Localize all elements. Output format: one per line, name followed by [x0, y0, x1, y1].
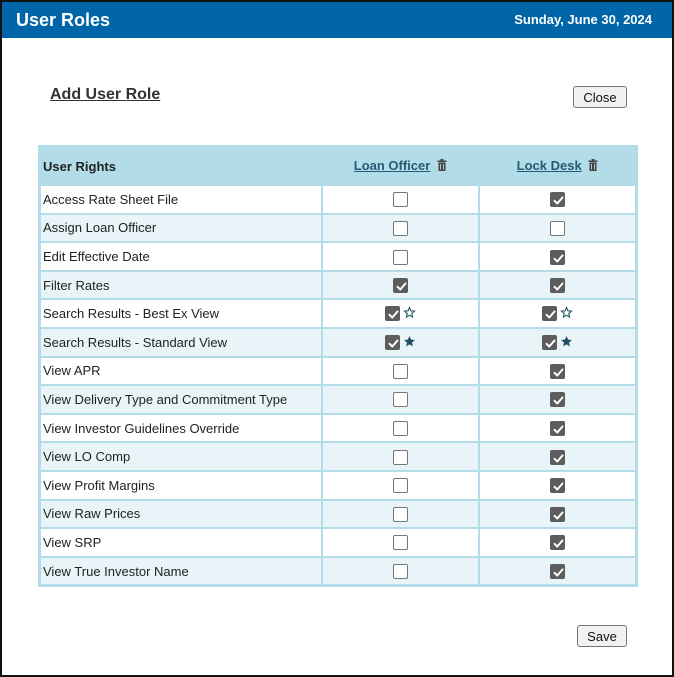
user-right-label: Edit Effective Date — [41, 243, 321, 270]
loan-officer-checkbox[interactable] — [393, 250, 408, 265]
loan-officer-checkbox[interactable] — [393, 507, 408, 522]
loan-officer-checkbox[interactable] — [393, 421, 408, 436]
user-rights-table — [38, 145, 638, 587]
table-row — [41, 329, 635, 356]
current-date: Sunday, June 30, 2024 — [514, 12, 652, 27]
lock-desk-cell — [480, 443, 635, 470]
loan-officer-checkbox[interactable] — [393, 535, 408, 550]
header-lock-desk — [480, 148, 635, 184]
table-row — [41, 501, 635, 528]
loan-officer-checkbox[interactable] — [393, 192, 408, 207]
star-filled-icon[interactable] — [403, 335, 416, 351]
lock-desk-column-link[interactable]: Lock Desk — [516, 158, 582, 173]
star-filled-icon[interactable] — [560, 335, 573, 351]
header-user-rights: User Rights — [41, 148, 321, 184]
user-right-label: View Delivery Type and Commitment Type — [41, 386, 321, 413]
lock-desk-checkbox[interactable] — [550, 392, 565, 407]
loan-officer-cell — [323, 329, 478, 356]
loan-officer-checkbox[interactable] — [385, 306, 400, 321]
table-row — [41, 358, 635, 385]
loan-officer-checkbox[interactable] — [385, 335, 400, 350]
table-row — [41, 415, 635, 442]
table-row — [41, 472, 635, 499]
user-rights-body — [41, 186, 635, 584]
user-right-label: Access Rate Sheet File — [41, 186, 321, 213]
header-loan-officer — [323, 148, 478, 184]
lock-desk-checkbox[interactable] — [550, 250, 565, 265]
table-header-row — [41, 148, 635, 184]
star-outline-icon[interactable] — [403, 306, 416, 322]
loan-officer-checkbox[interactable] — [393, 478, 408, 493]
user-right-label: View APR — [41, 358, 321, 385]
lock-desk-checkbox[interactable] — [550, 278, 565, 293]
lock-desk-cell — [480, 529, 635, 556]
lock-desk-cell — [480, 215, 635, 242]
add-user-role-heading: Add User Role — [50, 86, 161, 103]
lock-desk-cell — [480, 386, 635, 413]
lock-desk-checkbox[interactable] — [550, 507, 565, 522]
user-right-label: View SRP — [41, 529, 321, 556]
user-right-label: View LO Comp — [41, 443, 321, 470]
lock-desk-cell — [480, 272, 635, 299]
lock-desk-checkbox[interactable] — [550, 221, 565, 236]
loan-officer-checkbox[interactable] — [393, 364, 408, 379]
loan-officer-checkbox[interactable] — [393, 392, 408, 407]
trash-icon[interactable] — [588, 159, 598, 174]
user-right-label: Assign Loan Officer — [41, 215, 321, 242]
loan-officer-cell — [323, 415, 478, 442]
trash-icon[interactable] — [437, 159, 447, 174]
close-button[interactable]: Close — [573, 86, 627, 108]
table-row — [41, 215, 635, 242]
lock-desk-checkbox[interactable] — [550, 364, 565, 379]
lock-desk-checkbox[interactable] — [550, 478, 565, 493]
lock-desk-cell — [480, 472, 635, 499]
loan-officer-cell — [323, 215, 478, 242]
loan-officer-cell — [323, 558, 478, 585]
lock-desk-checkbox[interactable] — [550, 450, 565, 465]
lock-desk-checkbox[interactable] — [550, 564, 565, 579]
lock-desk-cell — [480, 329, 635, 356]
table-row — [41, 272, 635, 299]
table-row — [41, 243, 635, 270]
loan-officer-cell — [323, 300, 478, 327]
lock-desk-checkbox[interactable] — [550, 421, 565, 436]
loan-officer-cell — [323, 443, 478, 470]
user-right-label: View Profit Margins — [41, 472, 321, 499]
loan-officer-column-link[interactable]: Loan Officer — [353, 158, 431, 173]
loan-officer-checkbox[interactable] — [393, 450, 408, 465]
lock-desk-checkbox[interactable] — [542, 306, 557, 321]
lock-desk-cell — [480, 243, 635, 270]
user-right-label: View True Investor Name — [41, 558, 321, 585]
loan-officer-cell — [323, 386, 478, 413]
loan-officer-cell — [323, 472, 478, 499]
save-button[interactable]: Save — [577, 625, 627, 647]
table-row — [41, 443, 635, 470]
user-right-label: View Investor Guidelines Override — [41, 415, 321, 442]
loan-officer-checkbox[interactable] — [393, 564, 408, 579]
lock-desk-checkbox[interactable] — [550, 535, 565, 550]
user-right-label: Search Results - Best Ex View — [41, 300, 321, 327]
loan-officer-cell — [323, 358, 478, 385]
loan-officer-cell — [323, 243, 478, 270]
window-title: User Roles — [16, 10, 111, 30]
star-outline-icon[interactable] — [560, 306, 573, 322]
user-right-label: Filter Rates — [41, 272, 321, 299]
loan-officer-checkbox[interactable] — [393, 221, 408, 236]
lock-desk-cell — [480, 501, 635, 528]
loan-officer-cell — [323, 501, 478, 528]
lock-desk-cell — [480, 186, 635, 213]
table-row — [41, 529, 635, 556]
lock-desk-cell — [480, 415, 635, 442]
table-row — [41, 386, 635, 413]
user-right-label: View Raw Prices — [41, 501, 321, 528]
lock-desk-cell — [480, 300, 635, 327]
loan-officer-cell — [323, 272, 478, 299]
lock-desk-checkbox[interactable] — [542, 335, 557, 350]
table-row — [41, 300, 635, 327]
table-row — [41, 558, 635, 585]
lock-desk-cell — [480, 358, 635, 385]
loan-officer-cell — [323, 529, 478, 556]
loan-officer-checkbox[interactable] — [393, 278, 408, 293]
table-row — [41, 186, 635, 213]
title-bar — [2, 2, 672, 38]
loan-officer-cell — [323, 186, 478, 213]
user-right-label: Search Results - Standard View — [41, 329, 321, 356]
lock-desk-checkbox[interactable] — [550, 192, 565, 207]
lock-desk-cell — [480, 558, 635, 585]
